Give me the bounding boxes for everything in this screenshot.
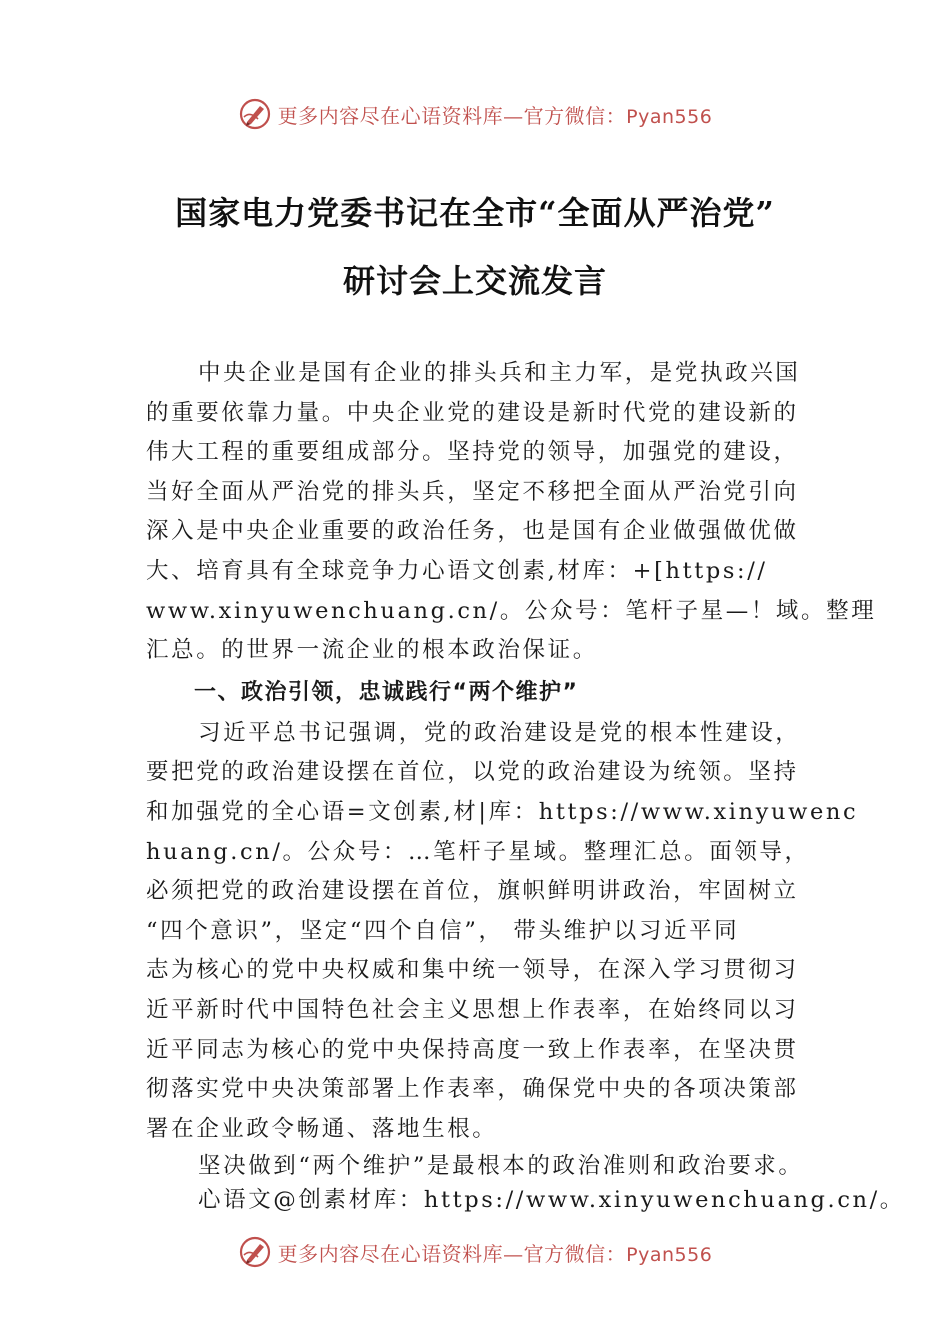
banner-text (278, 1238, 713, 1267)
paragraph-line: “四个意识”，坚定“四个自信”， 带头维护以习近平同 (146, 917, 740, 944)
paragraph-line: 要把党的政治建设摆在首位，以党的政治建设为统领。坚持 (146, 759, 799, 786)
paragraph-line: huang.cn/。公众号：…笔杆子星域。整理汇总。面领导， (146, 838, 810, 865)
banner-wechat-id: Pyan556 (626, 1243, 713, 1266)
section-heading-1: 一、政治引领，忠诚践行“两个维护” (194, 679, 579, 705)
paragraph-line: 深入是中央企业重要的政治任务，也是国有企业做强做优做 (146, 518, 799, 545)
banner-wechat-id: Pyan556 (626, 105, 713, 128)
paragraph-line: 汇总。的世界一流企业的根本政治保证。 (146, 637, 598, 664)
document-title-line-2: 研讨会上交流发言 (342, 262, 607, 300)
paragraph-line: 近平同志为核心的党中央保持高度一致上作表率，在坚决贯 (146, 1036, 799, 1063)
paragraph-line: 近平新时代中国特色社会主义思想上作表率，在始终同以习 (146, 996, 799, 1023)
paragraph-line: 的重要依靠力量。中央企业党的建设是新时代党的建设新的 (146, 399, 799, 426)
banner-dash: — (503, 1241, 524, 1266)
pen-logo-icon (238, 97, 272, 131)
banner-wechat-label: 官方微信： (523, 1241, 627, 1266)
paragraph-line: www.xinyuwenchuang.cn/。公众号：笔杆子星—！域。整理 (146, 597, 877, 624)
paragraph-line: 伟大工程的重要组成部分。坚持党的领导，加强党的建设， (146, 439, 799, 466)
banner-wechat-label: 官方微信： (523, 103, 627, 128)
footer-banner (0, 1232, 950, 1272)
document-body (146, 354, 905, 1217)
paragraph-line: 大、培育具有全球竞争力心语文创素,材库：+[https:// (146, 557, 768, 584)
paragraph-line: 必须把党的政治建设摆在首位，旗帜鲜明讲政治，牢固树立 (146, 878, 799, 905)
banner-site-name: 更多内容尽在心语资料库 (277, 1241, 504, 1266)
paragraph-line: 坚决做到“两个维护”是最根本的政治准则和政治要求。 (198, 1153, 804, 1180)
banner-dash: — (503, 103, 524, 128)
header-banner (0, 94, 950, 134)
paragraph-line: 彻落实党中央决策部署上作表率，确保党中央的各项决策部 (146, 1076, 799, 1103)
paragraph-line: 当好全面从严治党的排头兵，坚定不移把全面从严治党引向 (146, 478, 799, 505)
banner-site-name: 更多内容尽在心语资料库 (277, 103, 504, 128)
paragraph-line: 和加强党的全心语=文创素,材|库：https://www.xinyuwenc (146, 798, 859, 825)
paragraph-line: 署在企业政令畅通、落地生根。 (146, 1115, 498, 1142)
paragraph-line: 中央企业是国有企业的排头兵和主力军，是党执政兴国 (198, 360, 801, 386)
document-title-line-1: 国家电力党委书记在全市“全面从严治党” (175, 194, 775, 232)
pen-logo-icon (238, 1235, 272, 1269)
paragraph-line: 心语文@创素材库：https://www.xinyuwenchuang.cn/。 (198, 1187, 905, 1214)
paragraph-line: 习近平总书记强调，党的政治建设是党的根本性建设， (198, 719, 801, 746)
paragraph-line: 志为核心的党中央权威和集中统一领导，在深入学习贯彻习 (146, 957, 799, 984)
banner-text (278, 100, 713, 129)
